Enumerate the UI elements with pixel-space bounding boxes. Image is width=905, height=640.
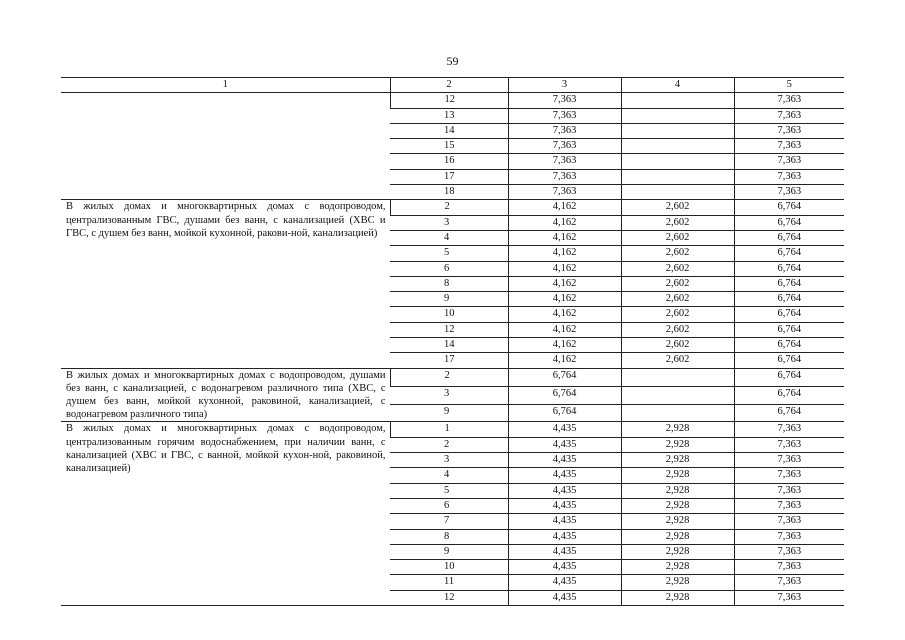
- floor-count-cell: 9: [390, 544, 508, 559]
- group-description: В жилых домах и многоквартирных домах с водопроводом, централизованным горячим водоснабжением, при наличии ванн, с канализацией (ХВС и ГВС, с ванной, мойкой кухон-ной, раковиной, канализацией): [61, 422, 390, 606]
- total-cell: 7,363: [734, 108, 844, 123]
- floor-count-cell: 3: [390, 386, 508, 404]
- total-cell: 7,363: [734, 483, 844, 498]
- cold-water-cell: 4,162: [508, 215, 621, 230]
- total-cell: 7,363: [734, 514, 844, 529]
- cold-water-cell: 6,764: [508, 386, 621, 404]
- cold-water-cell: 4,435: [508, 453, 621, 468]
- total-cell: 7,363: [734, 154, 844, 169]
- cold-water-cell: 4,435: [508, 483, 621, 498]
- tariff-table: [61, 77, 844, 606]
- cold-water-cell: 4,435: [508, 575, 621, 590]
- total-cell: 6,764: [734, 246, 844, 261]
- floor-count-cell: 2: [390, 368, 508, 386]
- floor-count-cell: 13: [390, 108, 508, 123]
- floor-count-cell: 10: [390, 560, 508, 575]
- group-description: [61, 93, 390, 200]
- floor-count-cell: 16: [390, 154, 508, 169]
- page-number: 59: [446, 54, 459, 68]
- total-cell: 7,363: [734, 529, 844, 544]
- floor-count-cell: 5: [390, 483, 508, 498]
- hot-water-cell: 2,602: [621, 322, 734, 337]
- cold-water-cell: 4,435: [508, 544, 621, 559]
- hot-water-cell: [621, 154, 734, 169]
- hot-water-cell: 2,602: [621, 215, 734, 230]
- total-cell: 6,764: [734, 338, 844, 353]
- floor-count-cell: 17: [390, 169, 508, 184]
- cold-water-cell: 4,162: [508, 230, 621, 245]
- hot-water-cell: 2,928: [621, 575, 734, 590]
- floor-count-cell: 6: [390, 498, 508, 513]
- hot-water-cell: [621, 404, 734, 422]
- total-cell: 6,764: [734, 368, 844, 386]
- floor-count-cell: 15: [390, 139, 508, 154]
- total-cell: 6,764: [734, 307, 844, 322]
- floor-count-cell: 1: [390, 422, 508, 437]
- cold-water-cell: 4,162: [508, 292, 621, 307]
- hot-water-cell: [621, 169, 734, 184]
- hot-water-cell: 2,602: [621, 338, 734, 353]
- floor-count-cell: 11: [390, 575, 508, 590]
- group-description: В жилых домах и многоквартирных домах с водопроводом, душами без ванн, с канализацией, с водонагревом различного типа (ХВС, с душем без ванн, мойкой кухонной, раковиной, канализацией, с водонагревом различного типа): [61, 368, 390, 422]
- cold-water-cell: 7,363: [508, 139, 621, 154]
- header-col-5: 5: [734, 78, 844, 93]
- total-cell: 6,764: [734, 276, 844, 291]
- floor-count-cell: 12: [390, 590, 508, 605]
- hot-water-cell: 2,602: [621, 246, 734, 261]
- floor-count-cell: 9: [390, 292, 508, 307]
- total-cell: 6,764: [734, 230, 844, 245]
- header-col-3: 3: [508, 78, 621, 93]
- floor-count-cell: 9: [390, 404, 508, 422]
- hot-water-cell: [621, 108, 734, 123]
- cold-water-cell: 4,162: [508, 307, 621, 322]
- cold-water-cell: 4,162: [508, 200, 621, 215]
- cold-water-cell: 4,435: [508, 560, 621, 575]
- floor-count-cell: 3: [390, 215, 508, 230]
- hot-water-cell: 2,928: [621, 529, 734, 544]
- hot-water-cell: [621, 139, 734, 154]
- hot-water-cell: [621, 185, 734, 200]
- hot-water-cell: 2,928: [621, 498, 734, 513]
- total-cell: 7,363: [734, 437, 844, 452]
- floor-count-cell: 17: [390, 353, 508, 368]
- hot-water-cell: 2,602: [621, 292, 734, 307]
- hot-water-cell: 2,928: [621, 514, 734, 529]
- total-cell: 7,363: [734, 498, 844, 513]
- cold-water-cell: 4,435: [508, 529, 621, 544]
- hot-water-cell: 2,602: [621, 307, 734, 322]
- floor-count-cell: 2: [390, 437, 508, 452]
- total-cell: 7,363: [734, 93, 844, 108]
- total-cell: 6,764: [734, 292, 844, 307]
- row-group: [61, 368, 844, 422]
- floor-count-cell: 4: [390, 230, 508, 245]
- hot-water-cell: 2,928: [621, 437, 734, 452]
- cold-water-cell: 4,162: [508, 353, 621, 368]
- hot-water-cell: 2,928: [621, 590, 734, 605]
- header-row: [61, 78, 844, 93]
- cold-water-cell: 6,764: [508, 404, 621, 422]
- hot-water-cell: [621, 386, 734, 404]
- cold-water-cell: 7,363: [508, 108, 621, 123]
- total-cell: 7,363: [734, 139, 844, 154]
- cold-water-cell: 4,435: [508, 437, 621, 452]
- cold-water-cell: 7,363: [508, 185, 621, 200]
- total-cell: 6,764: [734, 215, 844, 230]
- hot-water-cell: 2,928: [621, 468, 734, 483]
- floor-count-cell: 14: [390, 123, 508, 138]
- floor-count-cell: 3: [390, 453, 508, 468]
- cold-water-cell: 7,363: [508, 154, 621, 169]
- cold-water-cell: 4,435: [508, 498, 621, 513]
- total-cell: 7,363: [734, 453, 844, 468]
- cold-water-cell: 7,363: [508, 169, 621, 184]
- cold-water-cell: 4,162: [508, 261, 621, 276]
- cold-water-cell: 4,162: [508, 338, 621, 353]
- total-cell: 7,363: [734, 123, 844, 138]
- table-row: [61, 368, 844, 386]
- hot-water-cell: 2,602: [621, 353, 734, 368]
- total-cell: 6,764: [734, 322, 844, 337]
- header-col-2: 2: [390, 78, 508, 93]
- total-cell: 6,764: [734, 261, 844, 276]
- hot-water-cell: 2,928: [621, 422, 734, 437]
- table-row: [61, 422, 844, 437]
- floor-count-cell: 14: [390, 338, 508, 353]
- hot-water-cell: [621, 93, 734, 108]
- total-cell: 7,363: [734, 575, 844, 590]
- total-cell: 6,764: [734, 404, 844, 422]
- floor-count-cell: 4: [390, 468, 508, 483]
- hot-water-cell: 2,602: [621, 276, 734, 291]
- total-cell: 6,764: [734, 353, 844, 368]
- hot-water-cell: 2,928: [621, 544, 734, 559]
- hot-water-cell: 2,928: [621, 483, 734, 498]
- total-cell: 7,363: [734, 544, 844, 559]
- hot-water-cell: 2,602: [621, 200, 734, 215]
- cold-water-cell: 4,435: [508, 422, 621, 437]
- hot-water-cell: [621, 368, 734, 386]
- floor-count-cell: 6: [390, 261, 508, 276]
- cold-water-cell: 7,363: [508, 93, 621, 108]
- cold-water-cell: 4,435: [508, 590, 621, 605]
- table-row: [61, 200, 844, 215]
- total-cell: 7,363: [734, 468, 844, 483]
- row-group: [61, 422, 844, 606]
- cold-water-cell: 4,435: [508, 468, 621, 483]
- total-cell: 7,363: [734, 169, 844, 184]
- floor-count-cell: 12: [390, 322, 508, 337]
- group-description: В жилых домах и многоквартирных домах с водопроводом, централизованным ГВС, душами без ванн, с канализацией (ХВС и ГВС, с душем без ванн, мойкой кухонной, ракови-ной, канализацией): [61, 200, 390, 368]
- total-cell: 7,363: [734, 422, 844, 437]
- floor-count-cell: 2: [390, 200, 508, 215]
- table-row: [61, 93, 844, 108]
- row-group: [61, 93, 844, 200]
- total-cell: 7,363: [734, 560, 844, 575]
- hot-water-cell: 2,928: [621, 560, 734, 575]
- row-group: [61, 200, 844, 368]
- total-cell: 6,764: [734, 200, 844, 215]
- header-col-4: 4: [621, 78, 734, 93]
- total-cell: 7,363: [734, 590, 844, 605]
- cold-water-cell: 6,764: [508, 368, 621, 386]
- floor-count-cell: 7: [390, 514, 508, 529]
- floor-count-cell: 8: [390, 276, 508, 291]
- hot-water-cell: 2,928: [621, 453, 734, 468]
- floor-count-cell: 8: [390, 529, 508, 544]
- cold-water-cell: 7,363: [508, 123, 621, 138]
- hot-water-cell: 2,602: [621, 261, 734, 276]
- floor-count-cell: 18: [390, 185, 508, 200]
- cold-water-cell: 4,435: [508, 514, 621, 529]
- hot-water-cell: [621, 123, 734, 138]
- floor-count-cell: 5: [390, 246, 508, 261]
- cold-water-cell: 4,162: [508, 276, 621, 291]
- cold-water-cell: 4,162: [508, 246, 621, 261]
- header-col-1: 1: [61, 78, 390, 93]
- cold-water-cell: 4,162: [508, 322, 621, 337]
- total-cell: 7,363: [734, 185, 844, 200]
- floor-count-cell: 12: [390, 93, 508, 108]
- total-cell: 6,764: [734, 386, 844, 404]
- hot-water-cell: 2,602: [621, 230, 734, 245]
- floor-count-cell: 10: [390, 307, 508, 322]
